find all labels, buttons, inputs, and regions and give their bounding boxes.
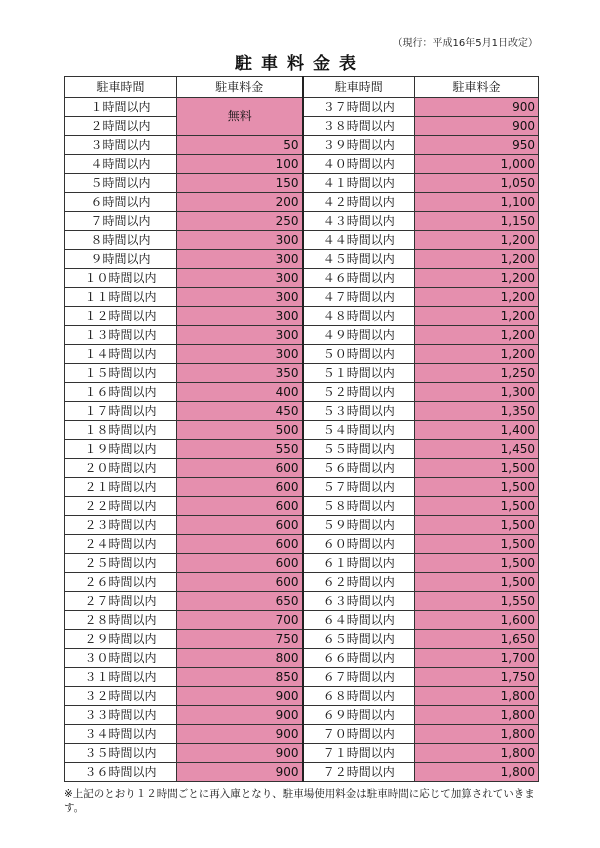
fee-cell: 1,500: [415, 535, 539, 554]
time-cell: ２６時間以内: [65, 573, 177, 592]
fee-cell: 1,800: [415, 687, 539, 706]
time-cell: ４７時間以内: [303, 288, 415, 307]
fee-cell: 1,200: [415, 288, 539, 307]
fee-cell: 1,150: [415, 212, 539, 231]
table-row: [65, 155, 539, 174]
fee-cell: 1,500: [415, 554, 539, 573]
fee-cell: 1,500: [415, 516, 539, 535]
fee-cell: 1,500: [415, 497, 539, 516]
fee-cell: 1,500: [415, 573, 539, 592]
parking-fee-table: [64, 76, 539, 782]
time-cell: ４１時間以内: [303, 174, 415, 193]
time-cell: ４６時間以内: [303, 269, 415, 288]
fee-cell: 600: [177, 573, 303, 592]
time-cell: ７時間以内: [65, 212, 177, 231]
time-cell: ６４時間以内: [303, 611, 415, 630]
table-row: [65, 98, 539, 117]
table-row: [65, 554, 539, 573]
fee-cell: 300: [177, 288, 303, 307]
table-row: [65, 459, 539, 478]
time-cell: ２１時間以内: [65, 478, 177, 497]
fee-cell: 1,200: [415, 345, 539, 364]
table-row: [65, 269, 539, 288]
time-cell: ６０時間以内: [303, 535, 415, 554]
fee-cell: 150: [177, 174, 303, 193]
time-cell: ３７時間以内: [303, 98, 415, 117]
time-cell: ３３時間以内: [65, 706, 177, 725]
time-cell: １３時間以内: [65, 326, 177, 345]
time-cell: ５１時間以内: [303, 364, 415, 383]
time-cell: ８時間以内: [65, 231, 177, 250]
time-cell: ２４時間以内: [65, 535, 177, 554]
time-cell: ４０時間以内: [303, 155, 415, 174]
fee-cell: 750: [177, 630, 303, 649]
time-cell: ４８時間以内: [303, 307, 415, 326]
fee-cell: 450: [177, 402, 303, 421]
fee-cell: 900: [415, 117, 539, 136]
time-cell: ２８時間以内: [65, 611, 177, 630]
time-cell: ５６時間以内: [303, 459, 415, 478]
time-cell: １５時間以内: [65, 364, 177, 383]
table-row: [65, 592, 539, 611]
fee-cell: 1,250: [415, 364, 539, 383]
time-cell: ６時間以内: [65, 193, 177, 212]
header-parking-time: 駐車時間: [65, 77, 177, 98]
time-cell: １時間以内: [65, 98, 177, 117]
time-cell: ７２時間以内: [303, 763, 415, 782]
time-cell: ５３時間以内: [303, 402, 415, 421]
table-row: [65, 497, 539, 516]
table-row: [65, 668, 539, 687]
time-cell: ３６時間以内: [65, 763, 177, 782]
time-cell: ６７時間以内: [303, 668, 415, 687]
time-cell: ７１時間以内: [303, 744, 415, 763]
header-parking-time: 駐車時間: [303, 77, 415, 98]
table-row: [65, 288, 539, 307]
time-cell: １９時間以内: [65, 440, 177, 459]
time-cell: ３５時間以内: [65, 744, 177, 763]
fee-cell: 600: [177, 459, 303, 478]
fee-cell: 1,100: [415, 193, 539, 212]
time-cell: ２３時間以内: [65, 516, 177, 535]
table-row: [65, 136, 539, 155]
table-row: [65, 326, 539, 345]
fee-cell: 1,200: [415, 326, 539, 345]
time-cell: １６時間以内: [65, 383, 177, 402]
time-cell: ４時間以内: [65, 155, 177, 174]
table-row: [65, 573, 539, 592]
time-cell: ６５時間以内: [303, 630, 415, 649]
fee-cell: 600: [177, 478, 303, 497]
fee-cell: 300: [177, 231, 303, 250]
fee-cell: 1,800: [415, 763, 539, 782]
fee-cell: 500: [177, 421, 303, 440]
table-row: [65, 193, 539, 212]
time-cell: ５４時間以内: [303, 421, 415, 440]
time-cell: ５５時間以内: [303, 440, 415, 459]
fee-cell: 950: [415, 136, 539, 155]
fee-cell: 1,800: [415, 744, 539, 763]
time-cell: ６３時間以内: [303, 592, 415, 611]
fee-cell: 900: [415, 98, 539, 117]
fee-cell: 350: [177, 364, 303, 383]
header-parking-fee: 駐車料金: [177, 77, 303, 98]
fee-cell: 1,650: [415, 630, 539, 649]
fee-cell: 600: [177, 516, 303, 535]
fee-cell: 300: [177, 307, 303, 326]
table-row: [65, 611, 539, 630]
fee-cell: 300: [177, 250, 303, 269]
fee-cell: 550: [177, 440, 303, 459]
table-row: [65, 231, 539, 250]
table-row: [65, 364, 539, 383]
time-cell: ３２時間以内: [65, 687, 177, 706]
table-row: [65, 649, 539, 668]
table-row: [65, 402, 539, 421]
fee-cell: 1,750: [415, 668, 539, 687]
fee-cell: 1,500: [415, 478, 539, 497]
fee-cell: 800: [177, 649, 303, 668]
fee-cell: 1,550: [415, 592, 539, 611]
fee-cell: 900: [177, 763, 303, 782]
fee-cell: 600: [177, 497, 303, 516]
fee-cell: 600: [177, 535, 303, 554]
fee-cell: 1,200: [415, 231, 539, 250]
fee-cell: 100: [177, 155, 303, 174]
fee-cell: 50: [177, 136, 303, 155]
fee-cell: 250: [177, 212, 303, 231]
table-header-row: [65, 77, 539, 98]
fee-cell: 900: [177, 744, 303, 763]
time-cell: ６１時間以内: [303, 554, 415, 573]
fee-cell: 1,400: [415, 421, 539, 440]
table-row: [65, 345, 539, 364]
fee-cell: 1,200: [415, 269, 539, 288]
fee-cell: 1,200: [415, 307, 539, 326]
fee-cell: 600: [177, 554, 303, 573]
time-cell: １２時間以内: [65, 307, 177, 326]
time-cell: ５８時間以内: [303, 497, 415, 516]
fee-cell: 400: [177, 383, 303, 402]
fee-cell: 900: [177, 687, 303, 706]
time-cell: １４時間以内: [65, 345, 177, 364]
time-cell: ２時間以内: [65, 117, 177, 136]
time-cell: ３９時間以内: [303, 136, 415, 155]
fee-cell: 1,350: [415, 402, 539, 421]
time-cell: ６２時間以内: [303, 573, 415, 592]
fee-cell-free: 無料: [177, 98, 303, 136]
table-row: [65, 706, 539, 725]
table-row: [65, 535, 539, 554]
time-cell: ５２時間以内: [303, 383, 415, 402]
revision-note: （現行：平成16年5月1日改定）: [392, 38, 538, 49]
fee-cell: 300: [177, 269, 303, 288]
footnote: ※上記のとおり１２時間ごとに再入庫となり、駐車場使用料金は駐車時間に応じて加算されていきます。: [64, 788, 535, 814]
time-cell: ２０時間以内: [65, 459, 177, 478]
table-row: [65, 763, 539, 782]
table-row: [65, 440, 539, 459]
time-cell: ５時間以内: [65, 174, 177, 193]
page-title: 駐車料金表: [235, 54, 365, 74]
table-row: [65, 630, 539, 649]
table-row: [65, 421, 539, 440]
time-cell: ５９時間以内: [303, 516, 415, 535]
fee-cell: 700: [177, 611, 303, 630]
time-cell: ４３時間以内: [303, 212, 415, 231]
table-row: [65, 212, 539, 231]
time-cell: ４９時間以内: [303, 326, 415, 345]
time-cell: ４５時間以内: [303, 250, 415, 269]
fee-cell: 1,500: [415, 459, 539, 478]
fee-cell: 1,800: [415, 725, 539, 744]
time-cell: ２２時間以内: [65, 497, 177, 516]
time-cell: ３８時間以内: [303, 117, 415, 136]
fee-cell: 1,300: [415, 383, 539, 402]
fee-cell: 650: [177, 592, 303, 611]
time-cell: ９時間以内: [65, 250, 177, 269]
fee-cell: 1,800: [415, 706, 539, 725]
time-cell: ５０時間以内: [303, 345, 415, 364]
fee-cell: 1,450: [415, 440, 539, 459]
header-parking-fee: 駐車料金: [415, 77, 539, 98]
time-cell: ７０時間以内: [303, 725, 415, 744]
table-row: [65, 744, 539, 763]
time-cell: １１時間以内: [65, 288, 177, 307]
table-row: [65, 478, 539, 497]
fee-cell: 1,050: [415, 174, 539, 193]
fee-cell: 1,600: [415, 611, 539, 630]
table-row: [65, 725, 539, 744]
time-cell: ６９時間以内: [303, 706, 415, 725]
time-cell: １８時間以内: [65, 421, 177, 440]
time-cell: ４４時間以内: [303, 231, 415, 250]
time-cell: ３０時間以内: [65, 649, 177, 668]
fee-cell: 850: [177, 668, 303, 687]
table-row: [65, 383, 539, 402]
time-cell: １０時間以内: [65, 269, 177, 288]
time-cell: ４２時間以内: [303, 193, 415, 212]
fee-cell: 900: [177, 725, 303, 744]
table-row: [65, 307, 539, 326]
fee-cell: 200: [177, 193, 303, 212]
table-row: [65, 687, 539, 706]
table-row: [65, 174, 539, 193]
time-cell: １７時間以内: [65, 402, 177, 421]
time-cell: ６６時間以内: [303, 649, 415, 668]
time-cell: ６８時間以内: [303, 687, 415, 706]
time-cell: ２５時間以内: [65, 554, 177, 573]
fee-cell: 1,000: [415, 155, 539, 174]
time-cell: ３時間以内: [65, 136, 177, 155]
time-cell: ５７時間以内: [303, 478, 415, 497]
time-cell: ２７時間以内: [65, 592, 177, 611]
table-body: [65, 98, 539, 782]
time-cell: ３４時間以内: [65, 725, 177, 744]
time-cell: ２９時間以内: [65, 630, 177, 649]
fee-cell: 300: [177, 345, 303, 364]
fee-cell: 1,700: [415, 649, 539, 668]
fee-cell: 300: [177, 326, 303, 345]
fee-cell: 900: [177, 706, 303, 725]
table-row: [65, 250, 539, 269]
time-cell: ３１時間以内: [65, 668, 177, 687]
table-row: [65, 516, 539, 535]
fee-cell: 1,200: [415, 250, 539, 269]
